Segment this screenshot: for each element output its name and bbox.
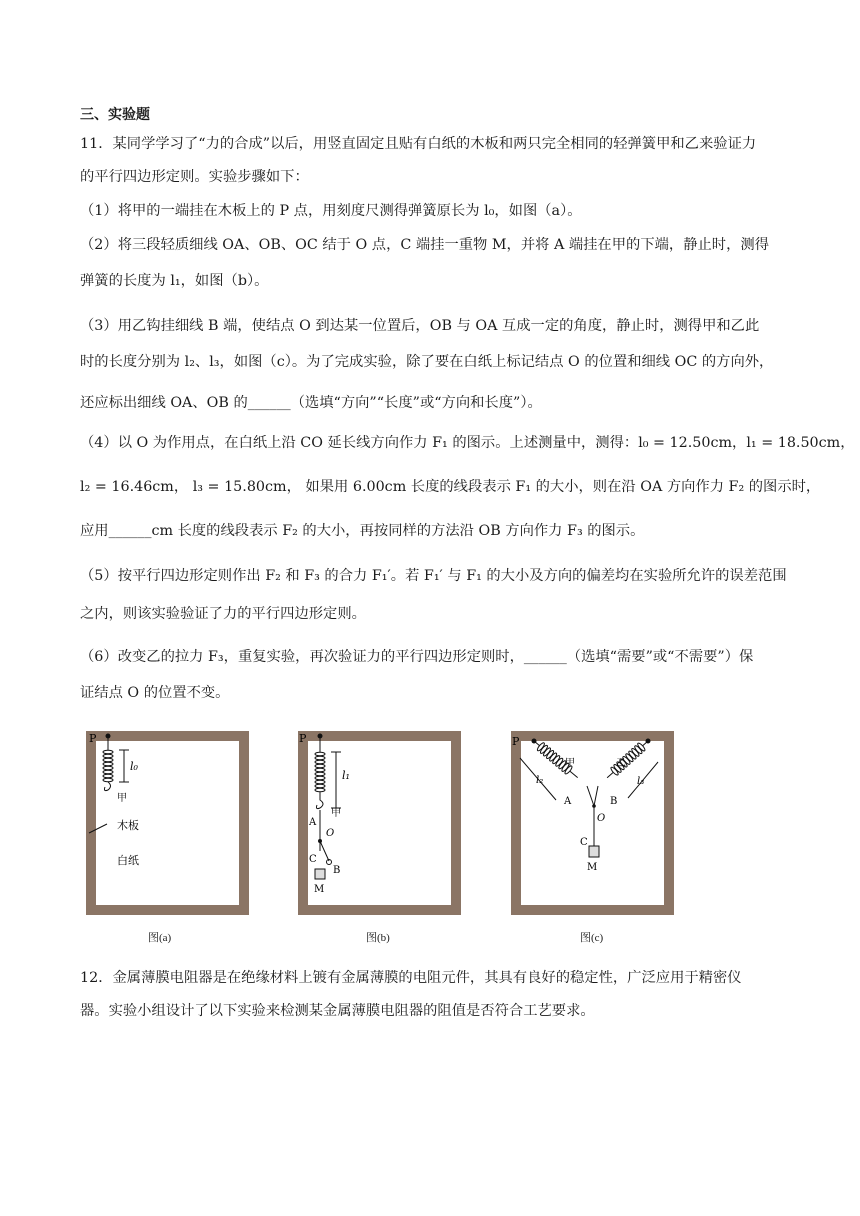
label-jia: 甲 bbox=[331, 808, 341, 819]
q11-step-1: （1）将甲的一端挂在木板上的 P 点，用刻度尺测得弹簧原长为 l₀，如图（a）。 bbox=[80, 203, 582, 219]
q11-step-4-values: l₂ = 16.46cm， l₃ = 15.80cm， 如果用 6.00cm 长度的线段表示 F₁ 的大小，则在沿 OA 方向作力 F₂ 的图示时， bbox=[80, 479, 821, 495]
label-M: M bbox=[587, 862, 598, 873]
q11-step-4: （4）以 O 为作用点，在白纸上沿 CO 延长线方向作力 F₁ 的图示。上述测量中，测得：l₀ = 12.50cm，l₁ = 18.50cm， bbox=[80, 435, 855, 451]
label-P: P bbox=[299, 732, 307, 745]
weight-M bbox=[589, 846, 599, 857]
figure-b bbox=[295, 728, 465, 918]
label-M: M bbox=[314, 884, 325, 895]
q11-step-2: （2）将三段轻质细线 OA、OB、OC 结于 O 点，C 端挂一重物 M，并将 A 端挂在甲的下端，静止时，测得 bbox=[80, 237, 769, 253]
label-P: P bbox=[512, 735, 520, 748]
q11-step-6-cont: 证结点 O 的位置不变。 bbox=[80, 685, 230, 701]
label-jia: 甲 bbox=[117, 793, 127, 804]
q11-step-3: （3）用乙钩挂细线 B 端，使结点 O 到达某一位置后，OB 与 OA 互成一定的角度，静止时，测得甲和乙此 bbox=[80, 318, 760, 334]
label-A: A bbox=[564, 796, 572, 807]
label-A: A bbox=[309, 817, 317, 828]
label-C: C bbox=[580, 837, 588, 848]
label-l0: l₀ bbox=[130, 760, 138, 773]
label-B: B bbox=[610, 796, 618, 807]
caption-c: 图(c) bbox=[580, 932, 604, 944]
label-l3: l₃ bbox=[637, 776, 645, 787]
section-title: 三、实验题 bbox=[80, 107, 150, 123]
figure-c bbox=[508, 728, 678, 918]
label-l1: l₁ bbox=[342, 769, 350, 782]
label-O: O bbox=[326, 828, 335, 839]
q12-line-1: 12．金属薄膜电阻器是在绝缘材料上镀有金属薄膜的电阻元件，其具有良好的稳定性，广泛应用于精密仪 bbox=[80, 970, 742, 986]
caption-b: 图(b) bbox=[366, 932, 390, 944]
q11-step-2-cont: 弹簧的长度为 l₁，如图（b）。 bbox=[80, 273, 269, 289]
label-C: C bbox=[309, 854, 317, 865]
label-yi: 乙 bbox=[616, 758, 626, 769]
label-board: 木板 bbox=[117, 819, 139, 832]
weight-M bbox=[315, 869, 325, 879]
q11-line-1: 11．某同学学习了“力的合成”以后，用竖直固定且贴有白纸的木板和两只完全相同的轻弹簧甲和乙来验证力 bbox=[80, 136, 757, 152]
q12-line-2: 器。实验小组设计了以下实验来检测某金属薄膜电阻器的阻值是否符合工艺要求。 bbox=[80, 1003, 595, 1019]
label-O: O bbox=[597, 813, 606, 824]
label-P: P bbox=[89, 732, 97, 745]
caption-a: 图(a) bbox=[148, 932, 172, 944]
figure-a bbox=[83, 728, 253, 918]
q11-step-6: （6）改变乙的拉力 F₃，重复实验，再次验证力的平行四边形定则时，______（选填“需要”或“不需要”）保 bbox=[80, 649, 754, 665]
label-l2: l₂ bbox=[536, 775, 544, 786]
q11-step-5: （5）按平行四边形定则作出 F₂ 和 F₃ 的合力 F₁′。若 F₁′ 与 F₁ 的大小及方向的偏差均在实验所允许的误差范围 bbox=[80, 568, 787, 584]
q11-line-2: 的平行四边形定则。实验步骤如下： bbox=[80, 169, 309, 185]
label-B: B bbox=[333, 865, 341, 876]
label-paper: 白纸 bbox=[117, 854, 139, 867]
q11-step-5-cont: 之内，则该实验验证了力的平行四边形定则。 bbox=[80, 606, 366, 622]
q11-step-3-blank: 还应标出细线 OA、OB 的______（选填“方向”“长度”或“方向和长度”）。 bbox=[80, 395, 542, 411]
q11-step-4-blank: 应用______cm 长度的线段表示 F₂ 的大小，再按同样的方法沿 OB 方向作力 F₃ 的图示。 bbox=[80, 523, 645, 539]
label-jia: 甲 bbox=[565, 758, 575, 769]
q11-step-3-cont: 时的长度分别为 l₂、l₃，如图（c）。为了完成实验，除了要在白纸上标记结点 O 的位置和细线 OC 的方向外， bbox=[80, 354, 774, 370]
